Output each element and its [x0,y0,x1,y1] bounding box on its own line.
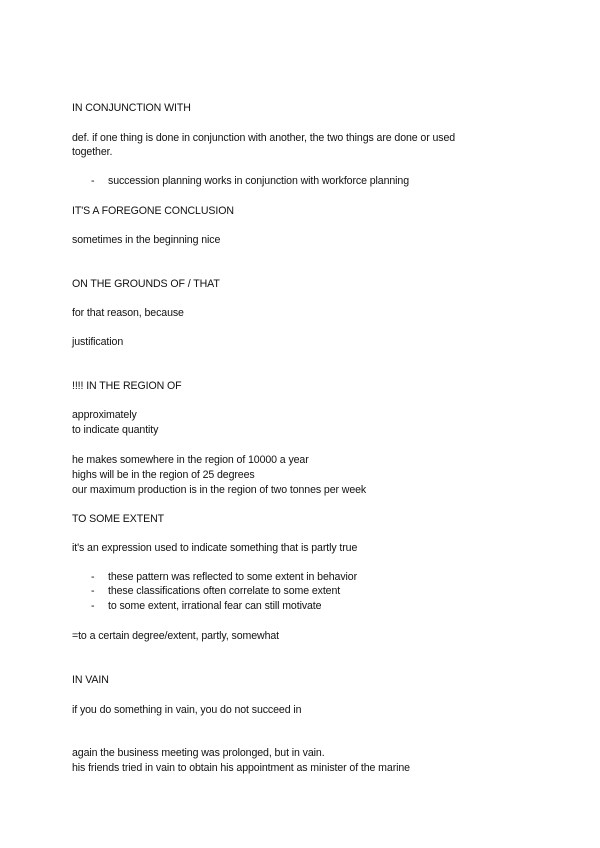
bullet-marker: - [91,600,95,612]
example-line: his friends tried in vain to obtain his appointment as minister of the marine [72,762,410,774]
bullet-marker: - [91,571,95,583]
example-line: he makes somewhere in the region of 10000 a year [72,454,309,466]
definition-line: def. if one thing is done in conjunction with another, the two things are done or used [72,132,456,144]
text-line: justification [72,336,124,348]
definition-line: together. [72,146,113,158]
text-line: for that reason, because [72,307,184,319]
text-line: approximately [72,409,137,421]
bullet-text: succession planning works in conjunction with workforce planning [108,175,409,187]
section-heading: IN VAIN [72,674,109,686]
example-line: our maximum production is in the region of two tonnes per week [72,484,367,496]
note-line: =to a certain degree/extent, partly, somewhat [72,630,280,642]
text-line: sometimes in the beginning nice [72,234,221,246]
bullet-marker: - [91,585,95,597]
example-line: again the business meeting was prolonged, but in vain. [72,747,325,759]
section-heading: IN CONJUNCTION WITH [72,102,191,114]
section-heading: TO SOME EXTENT [72,513,164,525]
text-line: if you do something in vain, you do not succeed in [72,704,302,716]
example-line: highs will be in the region of 25 degrees [72,469,255,481]
section-heading: IT'S A FOREGONE CONCLUSION [72,205,234,217]
bullet-marker: - [91,175,95,187]
text-line: it's an expression used to indicate something that is partly true [72,542,358,554]
section-heading: ON THE GROUNDS OF / THAT [72,278,220,290]
bullet-text: to some extent, irrational fear can still motivate [108,600,322,612]
bullet-text: these classifications often correlate to some extent [108,585,341,597]
bullet-text: these pattern was reflected to some extent in behavior [108,571,357,583]
text-line: to indicate quantity [72,424,159,436]
section-heading: !!!! IN THE REGION OF [72,380,182,392]
